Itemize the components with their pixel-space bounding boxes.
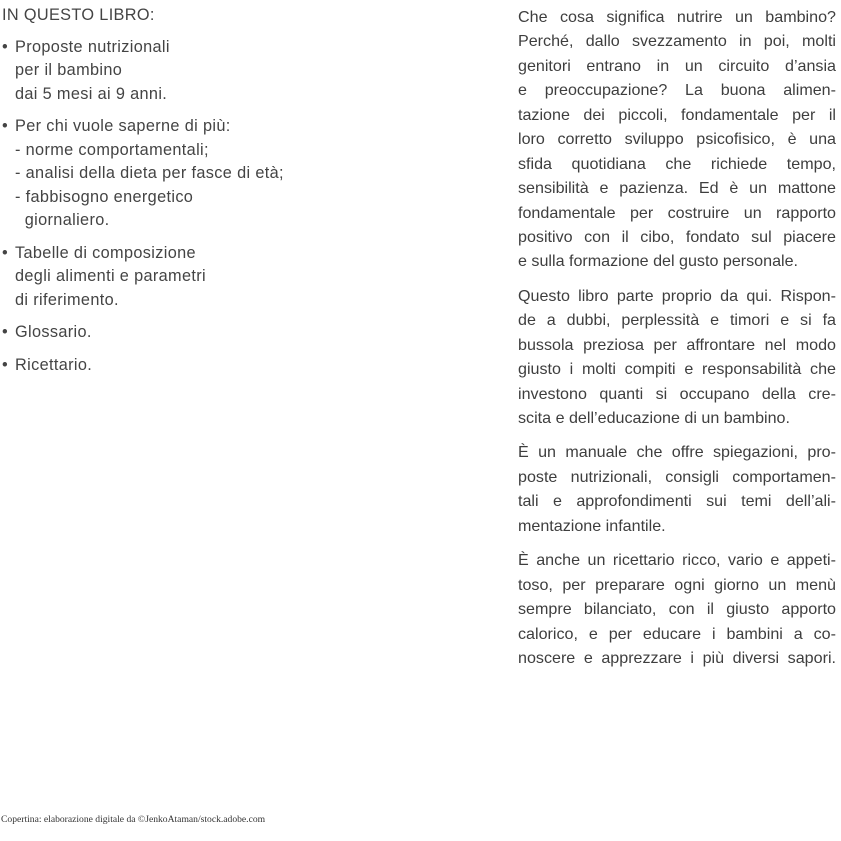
text-line: poste nutrizionali, consigli comportamen-	[518, 467, 836, 486]
text-line: Che cosa significa nutrire un bambino?	[518, 8, 836, 26]
list-item-line: Glossario.	[15, 323, 92, 341]
list-item	[2, 242, 332, 313]
cover-credit: Copertina: elaborazione digitale da ©JenkoAtaman/stock.adobe.com	[1, 814, 266, 825]
bullet-icon: •	[2, 323, 9, 341]
text-line: Perché, dallo svezzamento in poi, molti	[518, 32, 836, 51]
list-item-line: Ricettario.	[15, 355, 93, 374]
list-item	[2, 354, 332, 378]
description-text	[518, 5, 836, 680]
text-line: e preoccupazione? La buona alimen-	[518, 81, 836, 100]
text-line: sfida quotidiana che richiede tempo,	[518, 154, 836, 173]
list-item-line: Per chi vuole saperne di più:	[15, 117, 231, 135]
text-line: giusto i molti compiti e responsabilità che	[518, 360, 836, 379]
text-line: investono quanti si occupano della cre-	[518, 384, 836, 403]
bullet-icon: •	[2, 117, 9, 135]
text-line: noscere e apprezzare i più diversi sapori.	[518, 648, 836, 667]
list-item-line: - analisi della dieta per fasce di età;	[15, 164, 284, 182]
text-line: genitori entrano in un circuito d’ansia	[518, 56, 836, 75]
paragraph	[518, 5, 836, 274]
list-item-line: degli alimenti e parametri	[15, 267, 206, 285]
text-line: tali e approfondimenti sui temi dell’ali-	[518, 492, 836, 511]
list-item-line: - fabbisogno energetico	[15, 187, 194, 206]
paragraph	[518, 440, 836, 538]
text-line: fondamentale per costruire un rapporto	[518, 203, 836, 222]
contents-list	[2, 4, 332, 386]
bullet-icon: •	[2, 355, 9, 374]
text-line: loro corretto sviluppo psicofisico, è una	[518, 130, 836, 149]
text-line: Questo libro parte proprio da qui. Rispon-	[518, 286, 836, 305]
text-line: scita e dell’educazione di un bambino.	[518, 409, 790, 427]
list-item	[2, 36, 332, 107]
text-line: bussola preziosa per affrontare nel modo	[518, 335, 836, 354]
bullet-icon: •	[2, 37, 9, 56]
list-item-line: - norme comportamentali;	[15, 140, 209, 159]
text-line: toso, per preparare ogni giorno un menù	[518, 575, 836, 594]
list-item-line: Tabelle di composizione	[15, 243, 196, 262]
list-item	[2, 115, 332, 233]
list-item-line: per il bambino	[15, 61, 123, 79]
list-item-line: giornaliero.	[15, 211, 110, 229]
text-line: de a dubbi, perplessità e timori e si fa	[518, 311, 836, 330]
text-line: È un manuale che offre spiegazioni, pro-	[518, 443, 836, 462]
text-line: sempre bilanciato, con il giusto apporto	[518, 600, 836, 619]
paragraph	[518, 284, 836, 431]
text-line: positivo con il cibo, fondato sul piacere	[518, 227, 836, 246]
text-line: mentazione infantile.	[518, 516, 666, 535]
text-line: tazione dei piccoli, fondamentale per il	[518, 105, 836, 124]
list-item-line: dai 5 mesi ai 9 anni.	[15, 84, 168, 103]
text-line: sensibilità e pazienza. Ed è un mattone	[518, 179, 836, 198]
contents-heading: IN QUESTO LIBRO:	[2, 6, 155, 24]
text-line: È anche un ricettario ricco, vario e appeti-	[518, 551, 836, 570]
list-item-line: Proposte nutrizionali	[15, 37, 170, 56]
text-line: calorico, e per educare i bambini a co-	[518, 624, 836, 643]
list-item	[2, 321, 332, 345]
paragraph	[518, 548, 836, 670]
list-item-line: di riferimento.	[15, 290, 119, 309]
bullet-icon: •	[2, 243, 9, 262]
text-line: e sulla formazione del gusto personale.	[518, 252, 799, 271]
